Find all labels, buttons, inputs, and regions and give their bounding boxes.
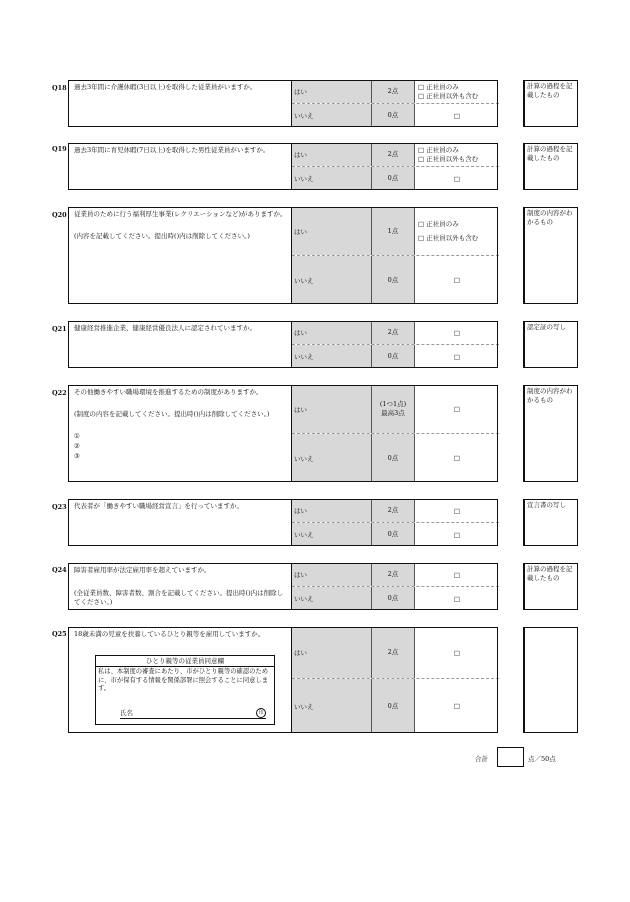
answer-yes-row bbox=[292, 627, 499, 679]
spacer-column bbox=[497, 563, 524, 610]
option-regular[interactable]: □ 正社員のみ bbox=[418, 219, 459, 228]
question-box bbox=[68, 143, 292, 190]
no-points: 0点 bbox=[371, 167, 414, 190]
question-number: Q18 bbox=[52, 84, 67, 92]
no-checkbox[interactable]: □ bbox=[414, 345, 499, 368]
no-label: いいえ bbox=[292, 434, 371, 482]
employee-options[interactable] bbox=[414, 207, 499, 255]
yes-checkbox[interactable]: □ bbox=[414, 499, 499, 522]
no-points: 0点 bbox=[371, 434, 414, 482]
consent-body: 私は、本制度の審査にあたり、市がひとり親等の確認のために、市が保有する情報を関係部署に照会することに同意します。 bbox=[98, 668, 269, 692]
answer-no-row bbox=[292, 167, 499, 190]
question-number: Q25 bbox=[52, 630, 67, 638]
no-label: いいえ bbox=[292, 104, 371, 127]
required-document: 制度の内容がわかるもの bbox=[524, 385, 578, 482]
consent-title: ひとり親等の従業員同意欄 bbox=[96, 656, 274, 667]
question-box bbox=[68, 627, 292, 733]
no-checkbox[interactable]: □ bbox=[414, 104, 499, 127]
option-nonregular[interactable]: □ 正社員以外も含む bbox=[418, 154, 479, 163]
question-number: Q23 bbox=[52, 503, 67, 511]
answer-yes-row bbox=[292, 385, 499, 434]
answer-no-row bbox=[292, 256, 499, 304]
question-box bbox=[68, 563, 292, 610]
required-document: 制度の内容がわかるもの bbox=[524, 207, 578, 304]
yes-points: 2点 bbox=[371, 627, 414, 678]
question-text: 健康経営推進企業、健康経営優良法人に認定されていますか。 bbox=[74, 324, 256, 332]
question-text: 障害者雇用率が法定雇用率を超えていますか。 bbox=[74, 566, 211, 574]
no-points: 0点 bbox=[371, 587, 414, 610]
spacer-column bbox=[497, 143, 524, 190]
yes-checkbox[interactable]: □ bbox=[414, 563, 499, 586]
spacer-column bbox=[497, 80, 524, 127]
no-points: 0点 bbox=[371, 104, 414, 127]
question-box bbox=[68, 499, 292, 546]
question-text: 18歳未満の児童を扶養しているひとり親等を雇用していますか。 bbox=[74, 630, 265, 638]
answer-yes-row bbox=[292, 499, 499, 523]
question-text: 過去3年間に育児休暇(7日以上)を取得した男性従業員がいますか。 bbox=[74, 146, 270, 154]
no-checkbox[interactable]: □ bbox=[414, 523, 499, 546]
no-label: いいえ bbox=[292, 679, 371, 733]
total-label: 合計 bbox=[475, 755, 488, 763]
spacer-column bbox=[497, 499, 524, 546]
yes-checkbox[interactable]: □ bbox=[414, 385, 499, 433]
yes-checkbox[interactable]: □ bbox=[414, 321, 499, 344]
total-score-input[interactable] bbox=[497, 747, 524, 767]
required-document: 計算の過程を記載したもの bbox=[524, 80, 578, 127]
consent-box bbox=[95, 655, 275, 725]
yes-points bbox=[371, 385, 414, 433]
yes-label: はい bbox=[292, 143, 371, 166]
required-document: 認定証の写し bbox=[524, 321, 578, 368]
question-number: Q24 bbox=[52, 566, 67, 574]
no-points: 0点 bbox=[371, 256, 414, 304]
yes-label: はい bbox=[292, 385, 371, 433]
question-text: 従業員のために行う福利厚生事業(レクリエーションなど)がありますか。 bbox=[74, 210, 287, 218]
option-nonregular[interactable]: □ 正社員以外も含む bbox=[418, 91, 479, 100]
signature-label: 氏名 bbox=[120, 709, 133, 717]
yes-points: 2点 bbox=[371, 499, 414, 522]
employee-options[interactable] bbox=[414, 143, 499, 166]
question-number: Q19 bbox=[52, 145, 67, 153]
answer-no-row bbox=[292, 587, 499, 610]
question-box bbox=[68, 385, 292, 482]
item-2[interactable]: ② bbox=[74, 442, 80, 450]
no-points: 0点 bbox=[371, 345, 414, 368]
question-number: Q21 bbox=[52, 325, 67, 333]
answer-yes-row bbox=[292, 563, 499, 587]
no-checkbox[interactable]: □ bbox=[414, 167, 499, 190]
option-regular[interactable]: □ 正社員のみ bbox=[418, 145, 459, 154]
yes-label: はい bbox=[292, 627, 371, 678]
no-points: 0点 bbox=[371, 679, 414, 733]
answer-yes-row bbox=[292, 207, 499, 256]
question-note: (内容を記載してください。提出時()内は削除してください。) bbox=[74, 232, 250, 240]
spacer-column bbox=[497, 207, 524, 304]
question-note: (制度の内容を記載してください。提出時()内は削除してください。) bbox=[74, 410, 270, 418]
yes-points: 1点 bbox=[371, 207, 414, 255]
question-box bbox=[68, 80, 292, 127]
yes-label: はい bbox=[292, 563, 371, 586]
answer-yes-row bbox=[292, 321, 499, 345]
question-text: その他働きやすい職場環境を推進するための制度がありますか。 bbox=[74, 388, 263, 396]
no-checkbox[interactable]: □ bbox=[414, 256, 499, 304]
total-suffix: 点／50点 bbox=[528, 755, 556, 763]
question-number: Q22 bbox=[52, 389, 67, 397]
required-document: 計算の過程を記載したもの bbox=[524, 563, 578, 610]
no-points: 0点 bbox=[371, 523, 414, 546]
question-note: (全従業員数、障害者数、割合を記載してください。提出時()内は削除してください。) bbox=[74, 589, 284, 606]
spacer-column bbox=[497, 321, 524, 368]
yes-points: 2点 bbox=[371, 563, 414, 586]
seal-mark: 印 bbox=[256, 708, 266, 718]
required-document bbox=[524, 627, 578, 733]
signature-line[interactable] bbox=[120, 708, 266, 719]
required-document: 宣言書の写し bbox=[524, 499, 578, 546]
no-checkbox[interactable]: □ bbox=[414, 434, 499, 482]
no-label: いいえ bbox=[292, 587, 371, 610]
answer-yes-row bbox=[292, 80, 499, 104]
required-document: 計算の過程を記載したもの bbox=[524, 143, 578, 190]
yes-label: はい bbox=[292, 207, 371, 255]
yes-points: 2点 bbox=[371, 143, 414, 166]
question-number: Q20 bbox=[52, 211, 67, 219]
yes-label: はい bbox=[292, 321, 371, 344]
option-regular[interactable]: □ 正社員のみ bbox=[418, 82, 459, 91]
answer-no-row bbox=[292, 434, 499, 482]
no-label: いいえ bbox=[292, 345, 371, 368]
answer-no-row bbox=[292, 345, 499, 368]
answer-yes-row bbox=[292, 143, 499, 167]
no-label: いいえ bbox=[292, 167, 371, 190]
question-box bbox=[68, 321, 292, 368]
yes-label: はい bbox=[292, 499, 371, 522]
option-nonregular[interactable]: □ 正社員以外も含む bbox=[418, 233, 479, 242]
yes-checkbox[interactable]: □ bbox=[414, 627, 499, 678]
points-max: 最高3点 bbox=[381, 409, 405, 417]
points-per-item: (1つ1点) bbox=[379, 400, 407, 408]
question-text: 過去3年間に介護休暇(3日以上)を取得した従業員がいますか。 bbox=[74, 83, 257, 91]
yes-points: 2点 bbox=[371, 321, 414, 344]
answer-no-row bbox=[292, 523, 499, 546]
yes-label: はい bbox=[292, 80, 371, 103]
question-text: 代表者が「働きやすい職場経営宣言」を行っていますか。 bbox=[74, 502, 243, 510]
item-1[interactable]: ① bbox=[74, 432, 80, 440]
spacer-column bbox=[497, 385, 524, 482]
answer-no-row bbox=[292, 679, 499, 733]
answer-no-row bbox=[292, 104, 499, 127]
yes-points: 2点 bbox=[371, 80, 414, 103]
question-box bbox=[68, 207, 292, 304]
no-checkbox[interactable]: □ bbox=[414, 679, 499, 733]
no-label: いいえ bbox=[292, 256, 371, 304]
spacer-column bbox=[497, 627, 524, 733]
employee-options[interactable] bbox=[414, 80, 499, 103]
no-label: いいえ bbox=[292, 523, 371, 546]
item-3[interactable]: ③ bbox=[74, 452, 80, 460]
no-checkbox[interactable]: □ bbox=[414, 587, 499, 610]
